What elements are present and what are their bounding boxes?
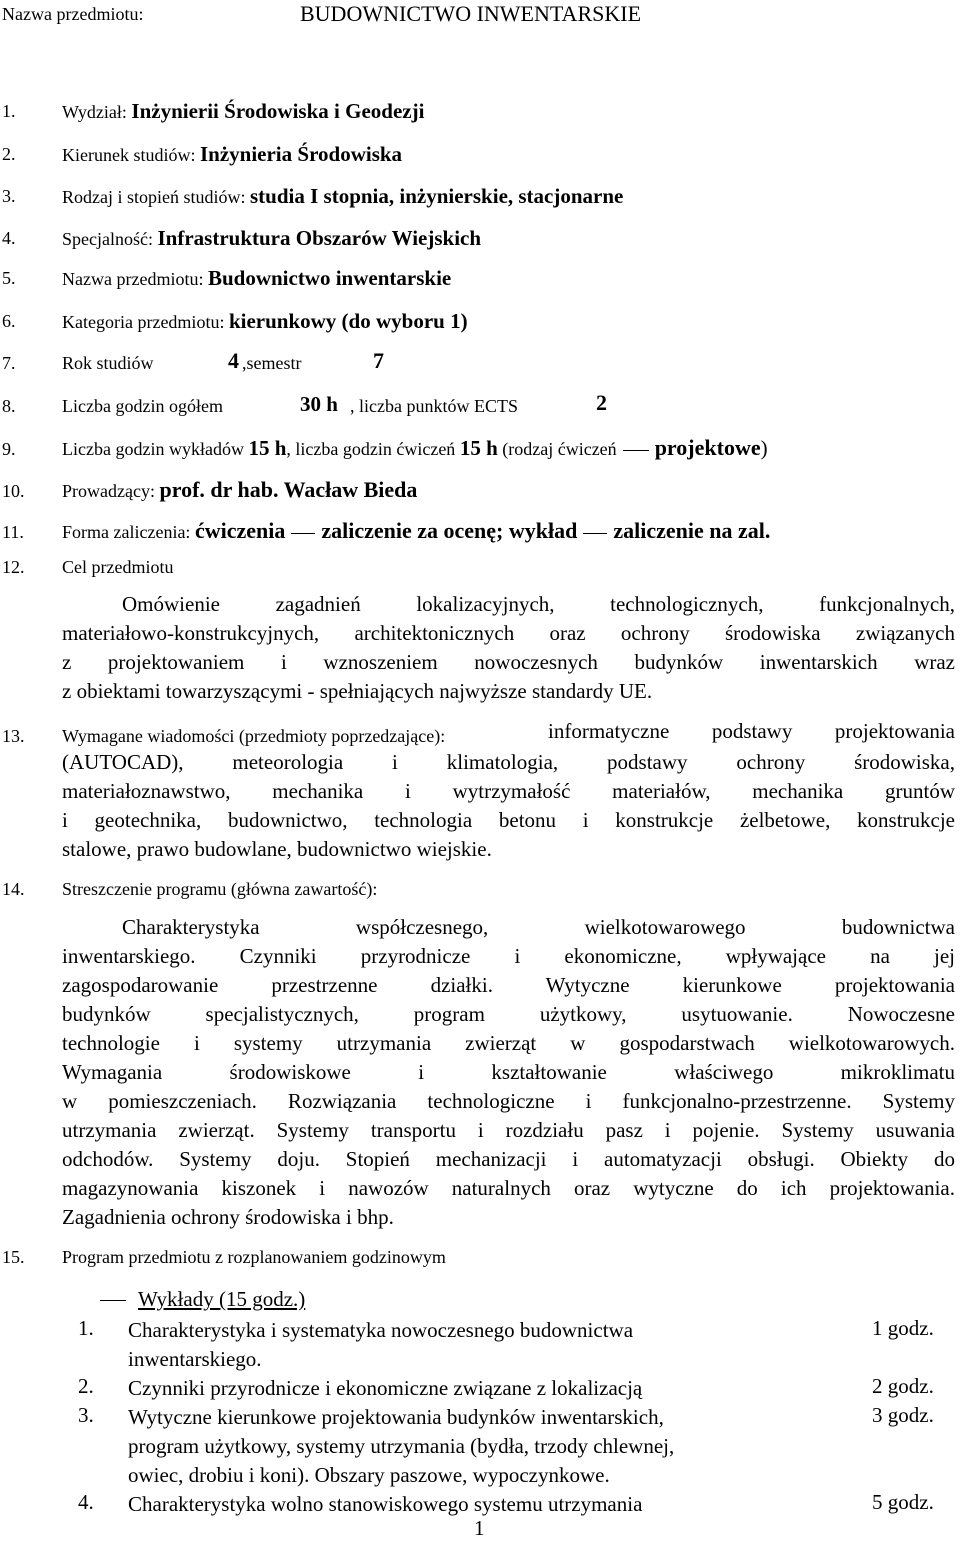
item-number: 9. [2,439,16,459]
prerequisites-text [62,748,955,864]
exercise-type-value: projektowe [654,435,761,460]
lecture-hours: 1 godz. [872,1316,934,1340]
item-label: Nazwa przedmiotu: [62,269,208,289]
ects-value: 2 [596,390,607,415]
text-line: inwentarskiego. Czynniki przyrodnicze i ekonomiczne, wpływające na jej [62,944,955,968]
lecture-hours: 2 godz. [872,1374,934,1398]
text-line: zagospodarowanie przestrzenne działki. Wytyczne kierunkowe projektowania [62,973,955,997]
dash [623,450,649,451]
text-line: Charakterystyka współczesnego, wielkotowarowego budownictwa [122,915,955,939]
semester-label: ,semestr [242,353,302,373]
item-value: kierunkowy (do wyboru 1) [228,309,468,333]
item-course-category [62,309,468,334]
lecture-hours: 5 godz. [872,1490,934,1514]
item-value: Budownictwo inwentarskie [207,266,452,290]
text-line: z obiektami towarzyszącymi - spełniających najwyższe standardy UE. [62,679,653,703]
item-field-of-study [62,142,402,167]
item-value: Infrastruktura Obszarów Wiejskich [157,226,482,250]
item-number: 6. [2,311,16,331]
lecture-number: 2. [78,1374,94,1398]
item-number: 13. [2,726,25,746]
text-line: Wymagania środowiskowe i kształtowanie właściwego mikroklimatu [62,1060,955,1084]
dash [583,533,607,534]
text-line: Wytyczne kierunkowe projektowania budynków inwentarskich, [128,1405,664,1429]
document-title: BUDOWNICTWO INWENTARSKIE [300,1,642,26]
lecture-hours-label: Liczba godzin wykładów [62,439,249,459]
text-line: materiałoznawstwo, mechanika i wytrzymałość materiałów, mechanika gruntów [62,779,955,803]
summary-label: Streszczenie programu (główna zawartość): [62,879,378,899]
exercise-hours-value: 15 h [459,436,498,460]
prerequisites-label: Wymagane wiadomości (przedmioty poprzedzające): [62,726,446,746]
header-label: Nazwa przedmiotu: [2,4,144,24]
item-value: studia I stopnia, inżynierskie, stacjonarne [250,184,624,208]
semester-value: 7 [373,348,384,373]
item-number: 3. [2,186,16,206]
item-number: 14. [2,879,25,899]
item-course-name [62,266,451,291]
item-number: 7. [2,353,16,373]
item-number: 11. [2,522,24,542]
lecture-number: 3. [78,1403,94,1427]
program-label: Program przedmiotu z rozplanowaniem godzinowym [62,1247,446,1267]
lecture-number: 1. [78,1316,94,1340]
item-label: Prowadzący: [62,481,160,501]
summary-text [62,913,955,1232]
item-value: Inżynierii Środowiska i Geodezji [131,99,425,123]
assessment-exercises-lecture: zaliczenie za ocenę; wykład [321,518,578,543]
dash [291,533,315,534]
item-number: 2. [2,144,16,164]
exercise-type-label: (rodzaj ćwiczeń [497,439,617,459]
item-label: Kategoria przedmiotu: [62,312,229,332]
text-line: Czynniki przyrodnicze i ekonomiczne związane z lokalizacją [128,1376,643,1400]
text-line: utrzymania zwierząt. Systemy transportu i rozdziału pasz i pojenie. Systemy usuwania [62,1118,955,1142]
dash [100,1300,126,1301]
text-line: inwentarskiego. [128,1347,262,1371]
item-lecturer [62,477,417,503]
lecture-hours-value: 15 h [248,436,287,460]
text-line: materiałowo-konstrukcyjnych, architektonicznych oraz ochrony środowiska związanych [62,621,955,645]
ects-label: , liczba punktów ECTS [350,396,518,416]
item-value: prof. dr hab. Wacław Bieda [159,477,418,502]
text-line: odchodów. Systemy doju. Stopień mechanizacji i automatyzacji obsługi. Obiekty do [62,1147,955,1171]
exercise-hours-label: , liczba godzin ćwiczeń [286,439,460,459]
course-objective-text [62,590,955,706]
item-number: 1. [2,101,16,121]
year-label: Rok studiów [62,353,154,373]
lecture-hours: 3 godz. [872,1403,934,1427]
lecture-topic [128,1403,674,1490]
course-objective-label: Cel przedmiotu [62,557,174,577]
text-line: budynków specjalistycznych, program użytkowy, usytuowanie. Nowoczesne [62,1002,955,1026]
item-study-type [62,184,623,209]
item-label: Forma zaliczenia: [62,522,195,542]
text-line: program użytkowy, systemy utrzymania (bydła, trzody chlewnej, [128,1434,675,1458]
page-number: 1 [474,1516,485,1540]
item-number: 4. [2,228,16,248]
item-specialty [62,226,481,251]
item-number: 15. [2,1247,25,1267]
lecture-number: 4. [78,1490,94,1514]
item-number: 10. [2,481,25,501]
item-number: 8. [2,396,16,416]
item-faculty [62,99,424,124]
text-line: Charakterystyka i systematyka nowoczesnego budownictwa [128,1318,634,1342]
text-line: Omówienie zagadnień lokalizacyjnych, technologicznych, funkcjonalnych, [122,592,955,616]
item-label: Wydział: [62,102,132,122]
text-line: w pomieszczeniach. Rozwiązania technologiczne i funkcjonalno-przestrzenne. Systemy [62,1089,955,1113]
total-hours-label: Liczba godzin ogółem [62,396,223,416]
lecture-topic [128,1316,633,1374]
text-line: technologie i systemy utrzymania zwierząt w gospodarstwach wielkotowarowych. [62,1031,955,1055]
year-value: 4 [228,348,239,373]
assessment-lecture: zaliczenie na zal. [613,518,771,543]
item-label: Rodzaj i stopień studiów: [62,187,250,207]
item-number: 12. [2,557,25,577]
text-line: owiec, drobiu i koni). Obszary paszowe, wypoczynkowe. [128,1463,610,1487]
total-hours-value: 30 h [300,392,338,416]
lecture-topic [128,1374,642,1403]
text-line: stalowe, prawo budowlane, budownictwo wiejskie. [62,837,492,861]
item-label: Kierunek studiów: [62,145,200,165]
lecture-topic [128,1490,642,1519]
text-line: z projektowaniem i wznoszeniem nowoczesnych budynków inwentarskich wraz [62,650,955,674]
text-line: magazynowania kiszonek i nawozów naturalnych oraz wytyczne do ich projektowania. [62,1176,955,1200]
text-line: Zagadnienia ochrony środowiska i bhp. [62,1205,394,1229]
text-line: (AUTOCAD), meteorologia i klimatologia, podstawy ochrony środowiska, [62,750,955,774]
text-line: i geotechnika, budownictwo, technologia betonu i konstrukcje żelbetowe, konstrukcje [62,808,955,832]
prerequisites-first: informatyczne podstawy projektowania [548,719,955,743]
lectures-heading: Wykłady (15 godz.) [138,1287,306,1311]
text-line: Charakterystyka wolno stanowiskowego systemu utrzymania [128,1492,643,1516]
item-assessment-form [62,518,770,544]
assessment-exercises: ćwiczenia [194,518,286,543]
item-value: Inżynieria Środowiska [199,142,403,166]
closing-paren: ) [760,436,768,460]
item-number: 5. [2,268,16,288]
item-label: Specjalność: [62,229,158,249]
item-hours-breakdown [62,435,768,461]
